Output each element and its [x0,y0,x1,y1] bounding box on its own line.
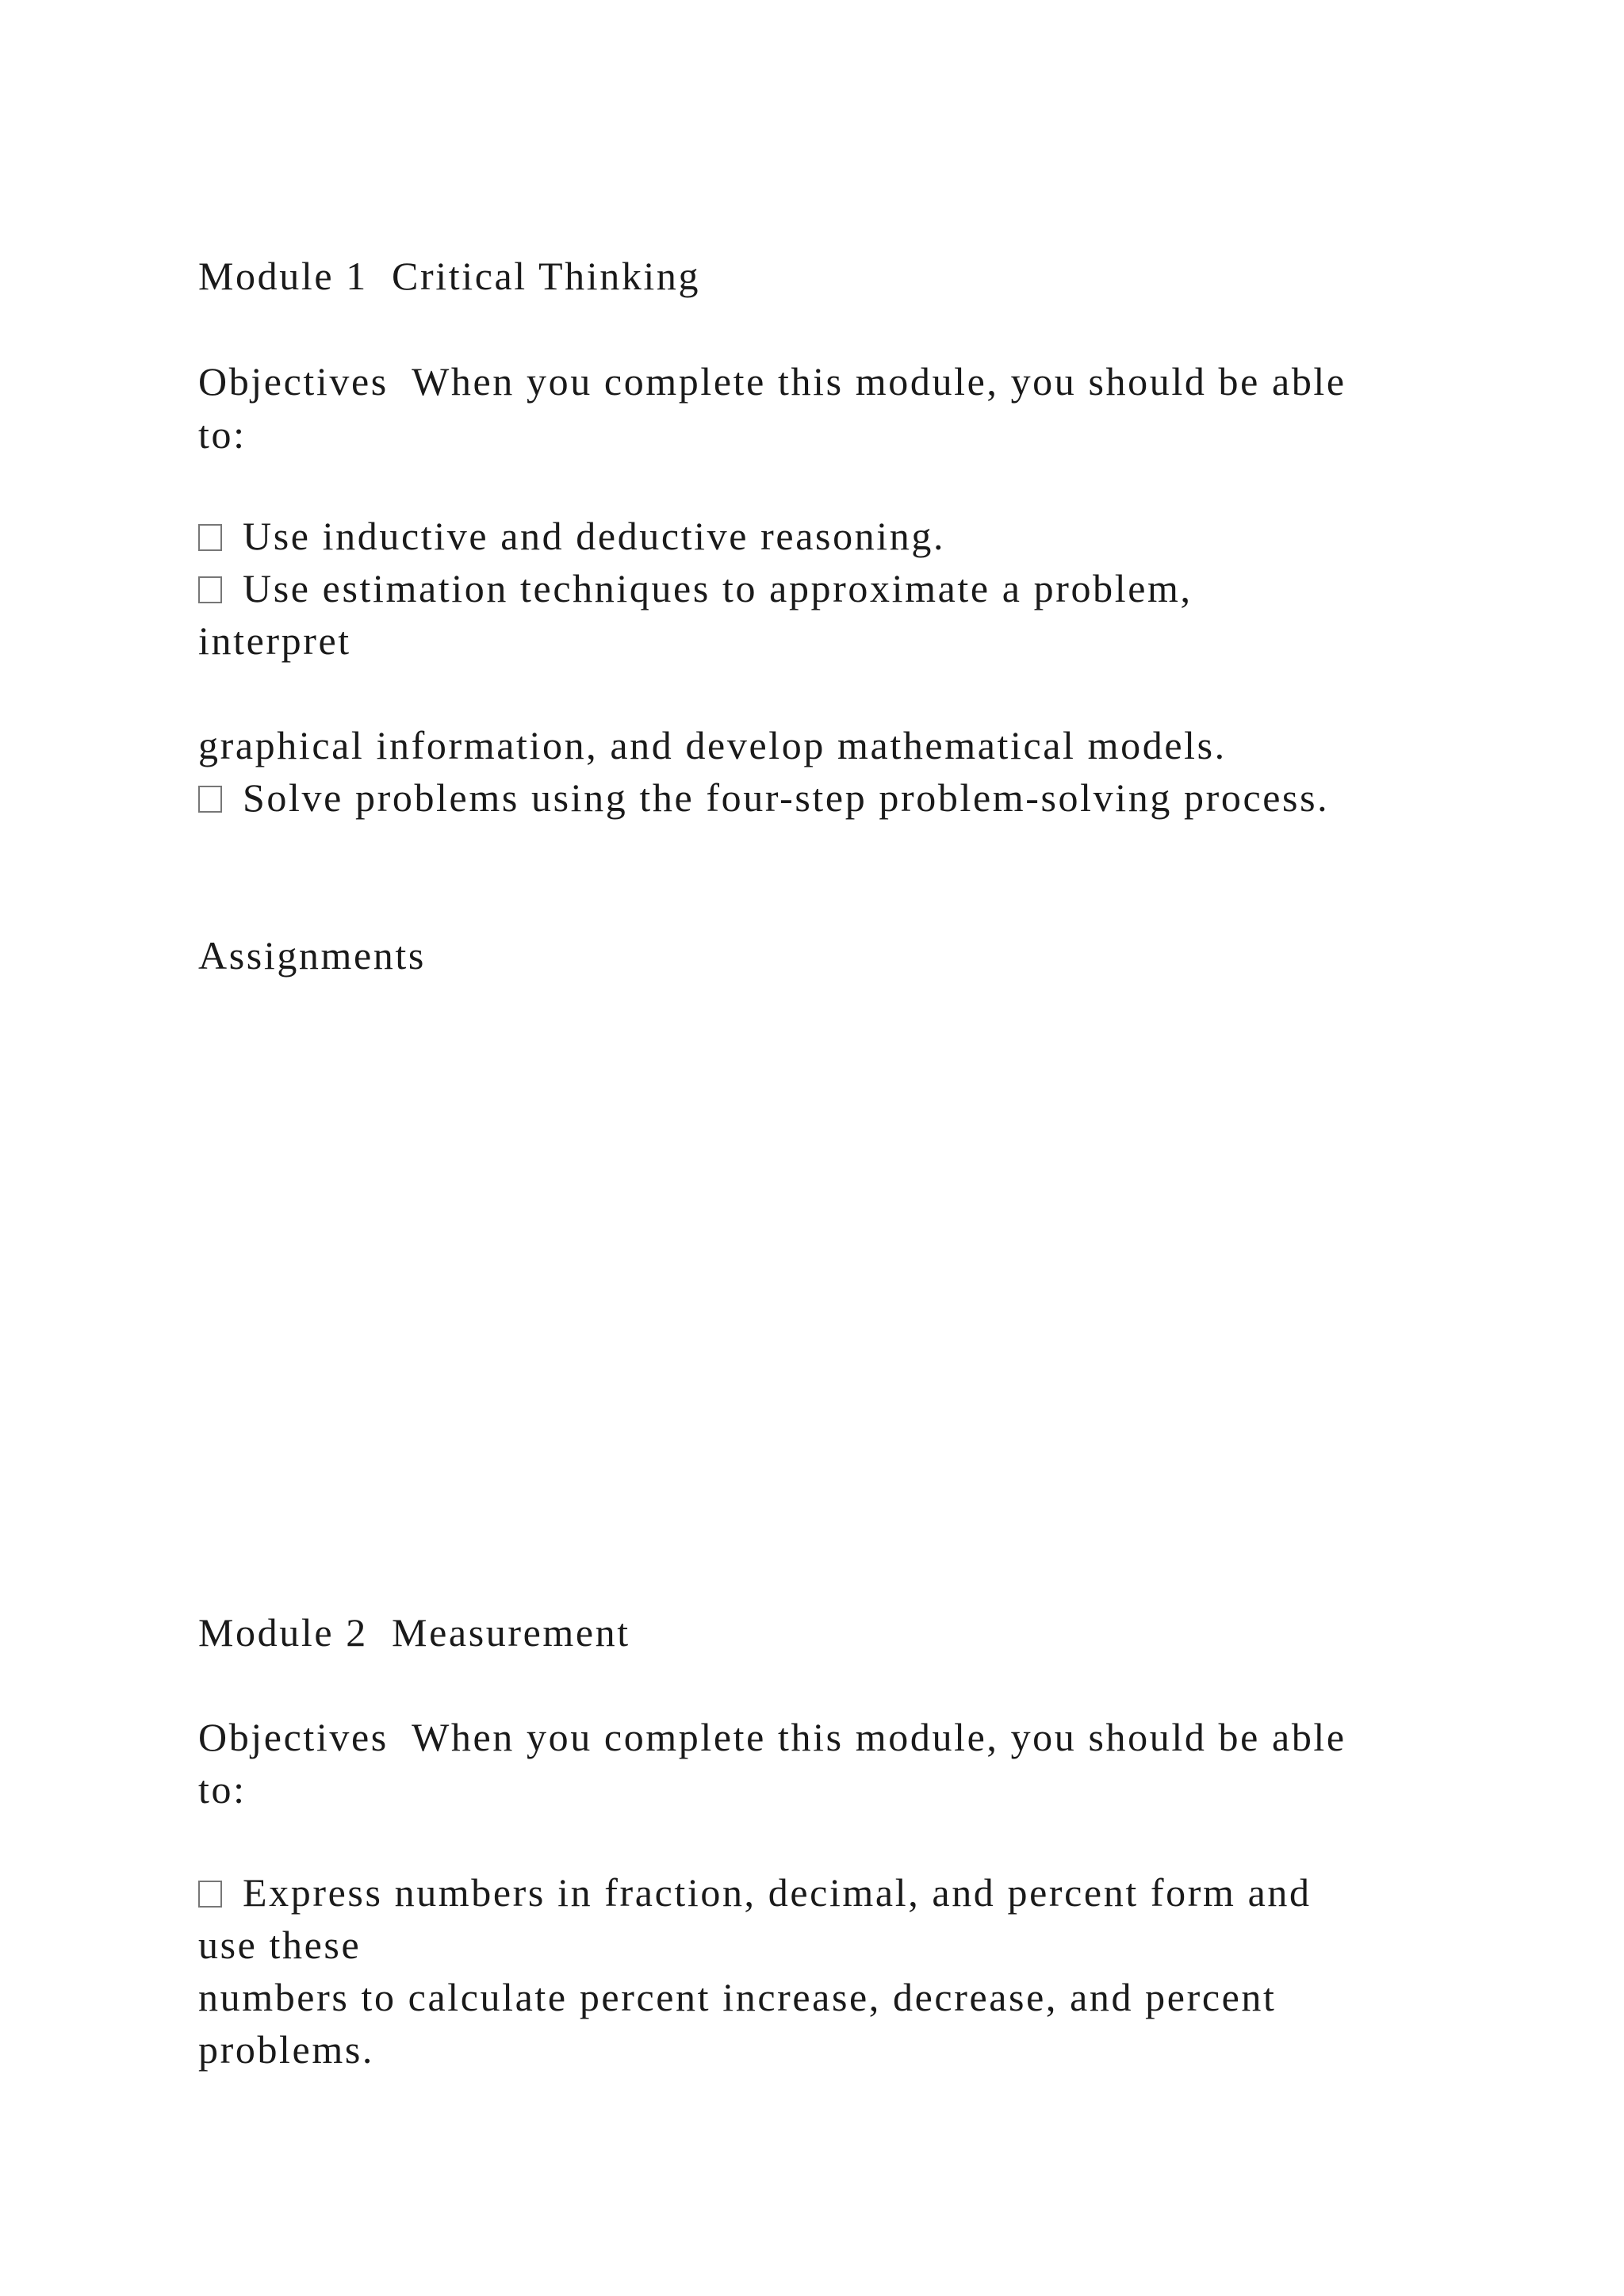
module2-heading-title: Measurement [392,1610,630,1655]
bullet-box-icon [198,786,222,813]
module2-objectives-intro [198,1713,1346,1761]
module1-objective-item [198,564,1193,612]
module1-objective-text: Use estimation techniques to approximate a problem, [243,566,1193,610]
module2-heading-number: Module 2 [198,1610,368,1655]
module1-objective-item-cont: graphical information, and develop mathematical models. [198,723,1227,767]
module1-heading-title: Critical Thinking [392,254,701,298]
module1-objectives-intro [198,358,1346,405]
module2-objective-item-cont: numbers to calculate percent increase, decrease, and percent [198,1975,1277,2019]
module1-objective-item-cont: interpret [198,618,351,663]
module1-objectives-text: When you complete this module, you should be able [412,359,1346,404]
module1-objective-text: Use inductive and deductive reasoning. [243,514,946,558]
module1-assignments-heading: Assignments [198,933,426,978]
module2-objective-item [198,1869,1312,1916]
module2-objective-item-cont: problems. [198,2027,374,2072]
module2-objective-item-cont: use these [198,1923,362,1967]
module1-objective-text: Solve problems using the four-step problem-solving process. [243,775,1330,820]
module2-objectives-text: When you complete this module, you should be able [412,1715,1346,1759]
bullet-box-icon [198,524,222,551]
module1-heading [198,252,700,300]
module2-objectives-label: Objectives [198,1715,389,1759]
module1-objective-item [198,512,945,560]
bullet-box-icon [198,576,222,603]
bullet-box-icon [198,1881,222,1908]
module1-objective-item [198,774,1329,821]
module1-objectives-intro-cont: to: [198,412,247,457]
module1-objectives-label: Objectives [198,359,389,404]
module2-heading [198,1609,630,1656]
module2-objective-text: Express numbers in fraction, decimal, and percent form and [243,1870,1312,1915]
module1-heading-number: Module 1 [198,254,368,298]
module2-objectives-intro-cont: to: [198,1767,247,1812]
